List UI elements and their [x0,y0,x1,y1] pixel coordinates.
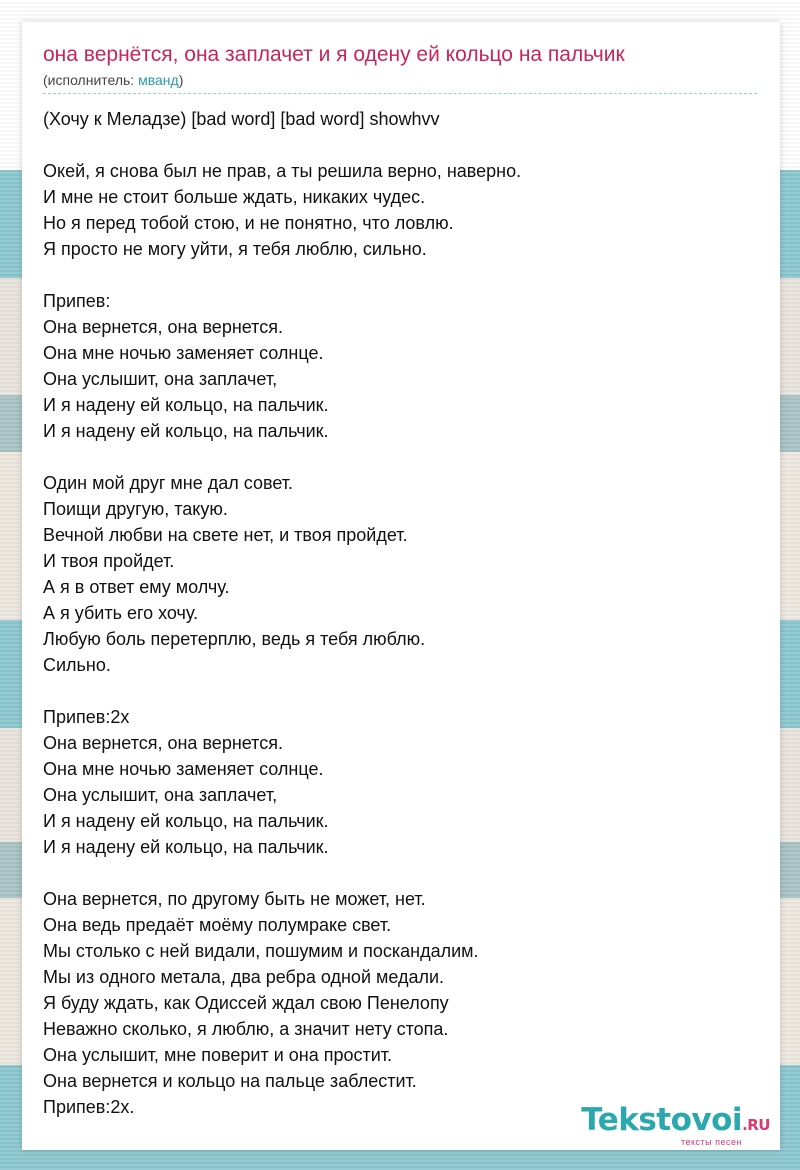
site-logo[interactable] [581,1104,770,1147]
lyric-line: Мы из одного метала, два ребра одной медали. [43,967,445,987]
lyric-line: И я надену ей кольцо, на пальчик. [43,395,329,415]
lyric-line: И я надену ей кольцо, на пальчик. [43,837,329,857]
lyric-line: Она вернется, она вернется. [43,317,283,337]
lyric-line: Она услышит, мне поверит и она простит. [43,1045,393,1065]
artist-suffix: ) [178,72,184,88]
lyric-line [43,860,757,886]
lyric-line: Сильно. [43,655,111,675]
lyric-line: Любую боль перетерплю, ведь я тебя люблю. [43,629,426,649]
lyric-line: Она услышит, она заплачет, [43,369,278,389]
lyric-line: А я убить его хочу. [43,603,199,623]
lyric-line: Она мне ночью заменяет солнце. [43,759,324,779]
lyric-line: Припев:2x. [43,1097,135,1117]
lyric-line: А я в ответ ему молчу. [43,577,230,597]
lyrics-card [22,22,780,1150]
lyric-line: Я буду ждать, как Одиссей ждал свою Пенелопу [43,993,449,1013]
lyric-line: Поищи другую, такую. [43,499,228,519]
lyric-line: Она вернется и кольцо на пальце заблестит. [43,1071,417,1091]
lyric-line: Один мой друг мне дал совет. [43,473,294,493]
song-title: она вернётся, она заплачет и я одену ей кольцо на пальчик [43,43,625,66]
logo-tld: .RU [742,1116,770,1134]
lyric-line: Она вернется, по другому быть не может, нет. [43,889,426,909]
lyric-line [43,262,757,288]
lyric-line: И мне не стоит больше ждать, никаких чудес. [43,187,426,207]
logo-name: Tekstovoi [581,1102,743,1138]
lyric-line: Я просто не могу уйти, я тебя люблю, сильно. [43,239,427,259]
lyric-line: Припев:2x [43,707,130,727]
lyric-line [43,678,757,704]
lyric-line: (Хочу к Меладзе) [bad word] [bad word] showhvv [43,109,440,129]
lyric-line [43,444,757,470]
title-divider [43,93,757,94]
lyric-line: Вечной любви на свете нет, и твоя пройдет. [43,525,408,545]
lyric-line: Мы столько с ней видали, пошумим и поскандалим. [43,941,479,961]
artist-byline [43,72,183,88]
lyric-line: И твоя пройдет. [43,551,175,571]
lyric-line: Она ведь предаёт моёму полумраке свет. [43,915,392,935]
artist-prefix: (исполнитель: [43,72,139,88]
artist-link[interactable]: мванд [138,72,179,88]
lyrics-text [43,106,757,1120]
lyric-line: Неважно сколько, я люблю, а значит нету стопа. [43,1019,449,1039]
lyric-line: Она вернется, она вернется. [43,733,283,753]
lyric-line [43,132,757,158]
logo-tagline: тексты песен [680,1137,742,1147]
lyric-line: И я надену ей кольцо, на пальчик. [43,421,329,441]
lyric-line: Она услышит, она заплачет, [43,785,278,805]
lyric-line: Но я перед тобой стою, и не понятно, что ловлю. [43,213,454,233]
lyric-line: Она мне ночью заменяет солнце. [43,343,324,363]
lyric-line: Припев: [43,291,111,311]
lyric-line: И я надену ей кольцо, на пальчик. [43,811,329,831]
lyric-line: Окей, я снова был не прав, а ты решила верно, наверно. [43,161,522,181]
